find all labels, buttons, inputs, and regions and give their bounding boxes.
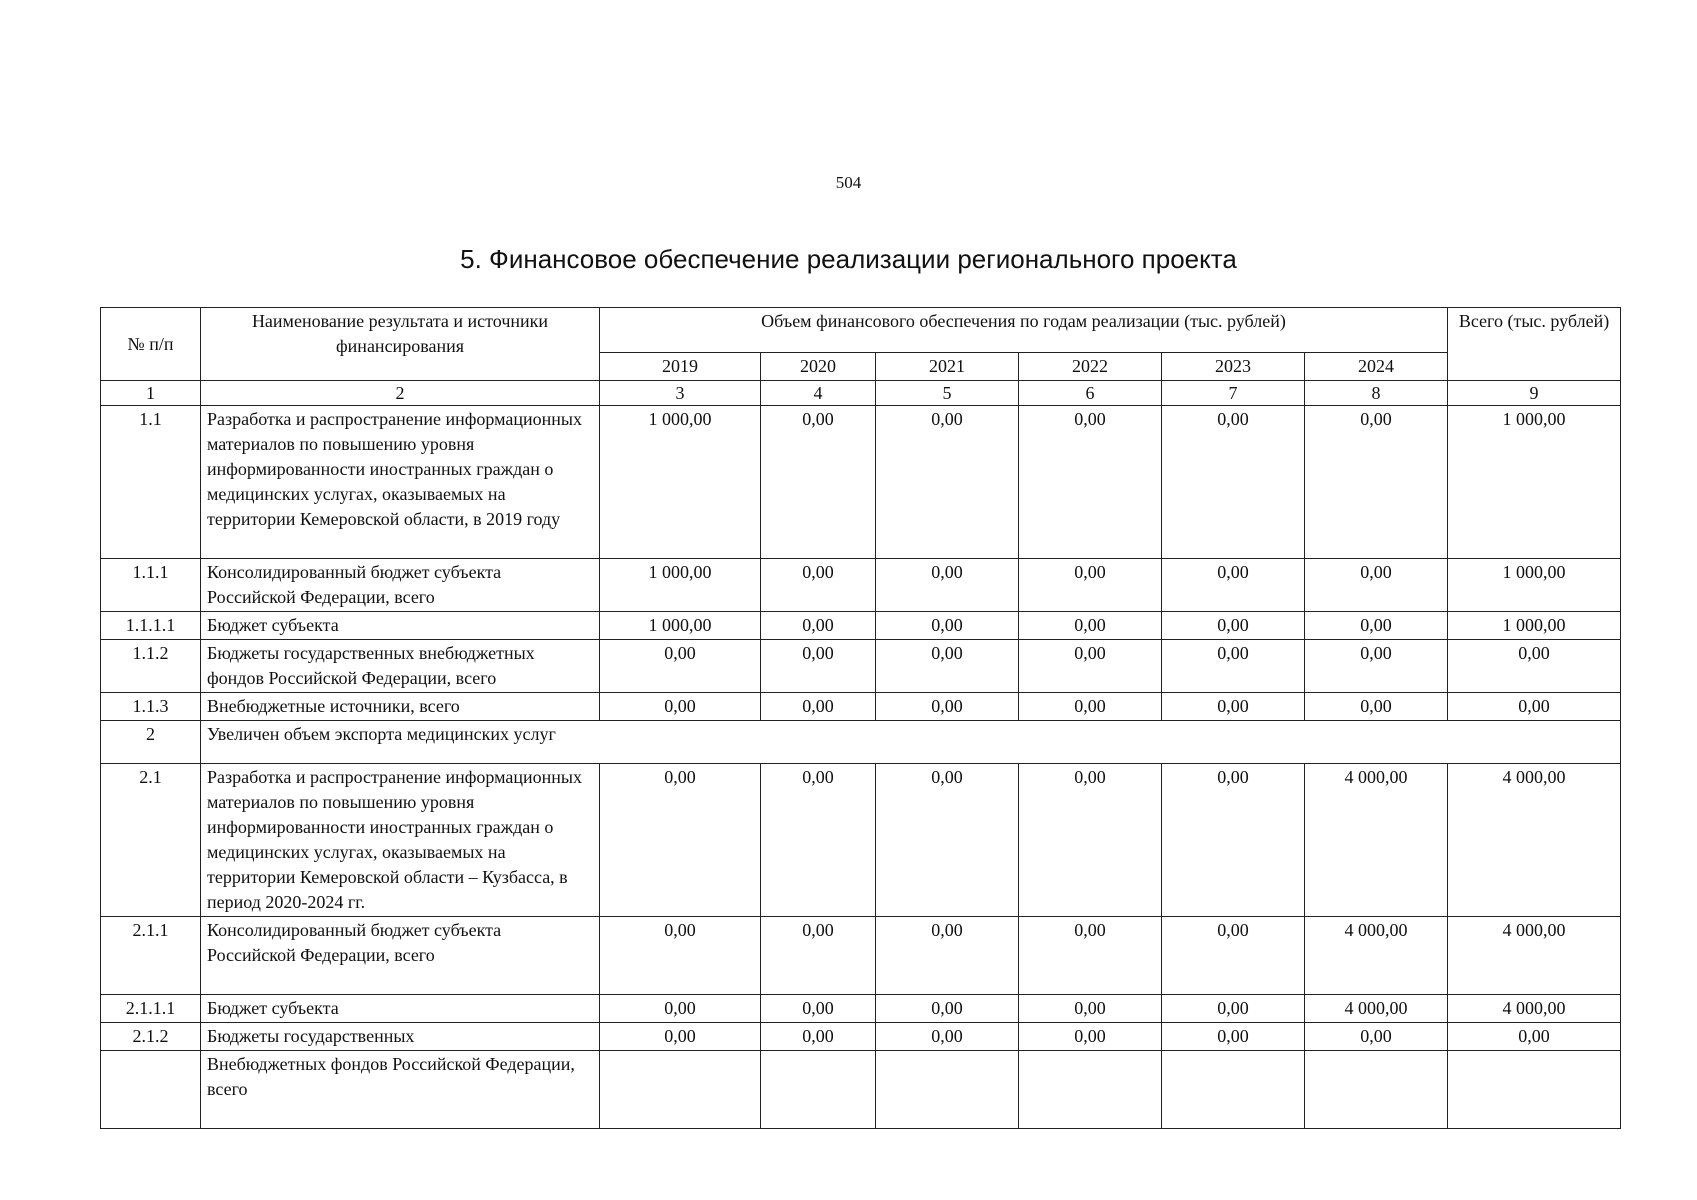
column-number: 2	[201, 381, 600, 406]
column-number: 9	[1448, 381, 1621, 406]
table-row	[101, 612, 1621, 640]
total-cell: 1 000,00	[1448, 612, 1621, 640]
value-cell: 1 000,00	[600, 612, 761, 640]
table-row	[101, 995, 1621, 1023]
value-cell: 0,00	[1019, 764, 1162, 917]
row-num: 2.1.2	[101, 1023, 201, 1051]
value-cell: 0,00	[876, 612, 1019, 640]
value-cell: 0,00	[1162, 406, 1305, 559]
value-cell: 0,00	[600, 995, 761, 1023]
row-num: 1.1	[101, 406, 201, 559]
header-year: 2020	[761, 353, 876, 381]
value-cell: 0,00	[600, 693, 761, 721]
header-name: Наименование результата и источники финансирования	[201, 308, 600, 381]
table-row	[101, 640, 1621, 693]
table-row	[101, 693, 1621, 721]
row-name: Консолидированный бюджет субъекта Российской Федерации, всего	[201, 917, 600, 995]
value-cell: 0,00	[761, 995, 876, 1023]
value-cell: 0,00	[600, 640, 761, 693]
total-cell: 4 000,00	[1448, 917, 1621, 995]
column-number: 3	[600, 381, 761, 406]
value-cell: 0,00	[1019, 995, 1162, 1023]
value-cell: 0,00	[1305, 559, 1448, 612]
table-row	[101, 559, 1621, 612]
header-row-top	[101, 308, 1621, 353]
value-cell: 0,00	[1162, 612, 1305, 640]
value-cell: 0,00	[1305, 640, 1448, 693]
row-name: Консолидированный бюджет субъекта Российской Федерации, всего	[201, 559, 600, 612]
value-cell	[600, 1051, 761, 1129]
value-cell: 0,00	[1162, 559, 1305, 612]
row-name: Бюджеты государственных внебюджетных фондов Российской Федерации, всего	[201, 640, 600, 693]
value-cell: 4 000,00	[1305, 995, 1448, 1023]
column-number: 8	[1305, 381, 1448, 406]
value-cell: 0,00	[876, 406, 1019, 559]
row-name: Внебюджетных фондов Российской Федерации, всего	[201, 1051, 600, 1129]
column-number: 4	[761, 381, 876, 406]
total-cell: 4 000,00	[1448, 995, 1621, 1023]
row-name: Бюджеты государственных	[201, 1023, 600, 1051]
total-cell: 1 000,00	[1448, 559, 1621, 612]
row-num: 2	[101, 721, 201, 764]
value-cell: 1 000,00	[600, 559, 761, 612]
financing-table	[100, 307, 1621, 1129]
value-cell: 0,00	[761, 764, 876, 917]
table-row	[101, 764, 1621, 917]
column-number: 6	[1019, 381, 1162, 406]
value-cell: 0,00	[1305, 693, 1448, 721]
value-cell: 0,00	[1162, 917, 1305, 995]
value-cell: 0,00	[600, 1023, 761, 1051]
value-cell: 0,00	[761, 406, 876, 559]
header-year: 2024	[1305, 353, 1448, 381]
page-title: 5. Финансовое обеспечение реализации регионального проекта	[460, 244, 1237, 274]
value-cell	[1162, 1051, 1305, 1129]
total-cell: 4 000,00	[1448, 764, 1621, 917]
value-cell: 4 000,00	[1305, 917, 1448, 995]
section-title: Увеличен объем экспорта медицинских услуг	[201, 721, 1621, 764]
header-total: Всего (тыс. рублей)	[1448, 308, 1621, 381]
value-cell: 0,00	[1019, 559, 1162, 612]
value-cell: 0,00	[876, 693, 1019, 721]
header-year: 2022	[1019, 353, 1162, 381]
value-cell: 0,00	[761, 559, 876, 612]
column-number: 5	[876, 381, 1019, 406]
value-cell: 0,00	[761, 693, 876, 721]
value-cell: 0,00	[1019, 693, 1162, 721]
table-row	[101, 917, 1621, 995]
value-cell: 0,00	[876, 917, 1019, 995]
row-num: 2.1.1	[101, 917, 201, 995]
total-cell: 1 000,00	[1448, 406, 1621, 559]
column-numbers-row	[101, 381, 1621, 406]
value-cell: 0,00	[1162, 995, 1305, 1023]
value-cell: 0,00	[761, 1023, 876, 1051]
total-cell: 0,00	[1448, 693, 1621, 721]
value-cell: 0,00	[1019, 406, 1162, 559]
value-cell: 0,00	[876, 764, 1019, 917]
header-num: № п/п	[101, 308, 201, 381]
value-cell: 0,00	[1019, 612, 1162, 640]
total-cell	[1448, 1051, 1621, 1129]
value-cell	[761, 1051, 876, 1129]
row-num	[101, 1051, 201, 1129]
total-cell: 0,00	[1448, 1023, 1621, 1051]
value-cell: 0,00	[1305, 612, 1448, 640]
row-name: Разработка и распространение информационных материалов по повышению уровня информированности иностранных граждан о медицинских услугах, оказываемых на территории Кемеровской области – Кузбасса, в период 2020-2024 гг.	[201, 764, 600, 917]
header-year: 2023	[1162, 353, 1305, 381]
row-num: 1.1.2	[101, 640, 201, 693]
value-cell: 0,00	[1019, 917, 1162, 995]
value-cell: 4 000,00	[1305, 764, 1448, 917]
section-row	[101, 721, 1621, 764]
column-number: 7	[1162, 381, 1305, 406]
value-cell	[1019, 1051, 1162, 1129]
column-number: 1	[101, 381, 201, 406]
row-name: Разработка и распространение информационных материалов по повышению уровня информированности иностранных граждан о медицинских услугах, оказываемых на территории Кемеровской области, в 2019 году	[201, 406, 600, 559]
value-cell: 0,00	[876, 995, 1019, 1023]
value-cell: 0,00	[1162, 640, 1305, 693]
value-cell: 0,00	[876, 640, 1019, 693]
row-name: Бюджет субъекта	[201, 612, 600, 640]
row-name: Бюджет субъекта	[201, 995, 600, 1023]
value-cell	[876, 1051, 1019, 1129]
value-cell: 0,00	[761, 917, 876, 995]
value-cell: 0,00	[876, 1023, 1019, 1051]
value-cell: 0,00	[1162, 1023, 1305, 1051]
value-cell: 0,00	[1162, 764, 1305, 917]
row-num: 1.1.1	[101, 559, 201, 612]
row-num: 2.1.1.1	[101, 995, 201, 1023]
value-cell: 0,00	[1019, 1023, 1162, 1051]
row-num: 2.1	[101, 764, 201, 917]
value-cell: 0,00	[1162, 693, 1305, 721]
value-cell: 0,00	[1305, 1023, 1448, 1051]
value-cell: 0,00	[761, 640, 876, 693]
page-number: 504	[835, 173, 862, 192]
header-volume: Объем финансового обеспечения по годам реализации (тыс. рублей)	[600, 308, 1448, 353]
value-cell: 0,00	[761, 612, 876, 640]
value-cell: 0,00	[600, 917, 761, 995]
value-cell: 0,00	[1019, 640, 1162, 693]
table-row	[101, 1051, 1621, 1129]
header-year: 2021	[876, 353, 1019, 381]
row-name: Внебюджетные источники, всего	[201, 693, 600, 721]
table-row	[101, 1023, 1621, 1051]
value-cell: 0,00	[600, 764, 761, 917]
value-cell: 1 000,00	[600, 406, 761, 559]
value-cell: 0,00	[876, 559, 1019, 612]
value-cell: 0,00	[1305, 406, 1448, 559]
table-row	[101, 406, 1621, 559]
value-cell	[1305, 1051, 1448, 1129]
header-year: 2019	[600, 353, 761, 381]
row-num: 1.1.3	[101, 693, 201, 721]
row-num: 1.1.1.1	[101, 612, 201, 640]
total-cell: 0,00	[1448, 640, 1621, 693]
